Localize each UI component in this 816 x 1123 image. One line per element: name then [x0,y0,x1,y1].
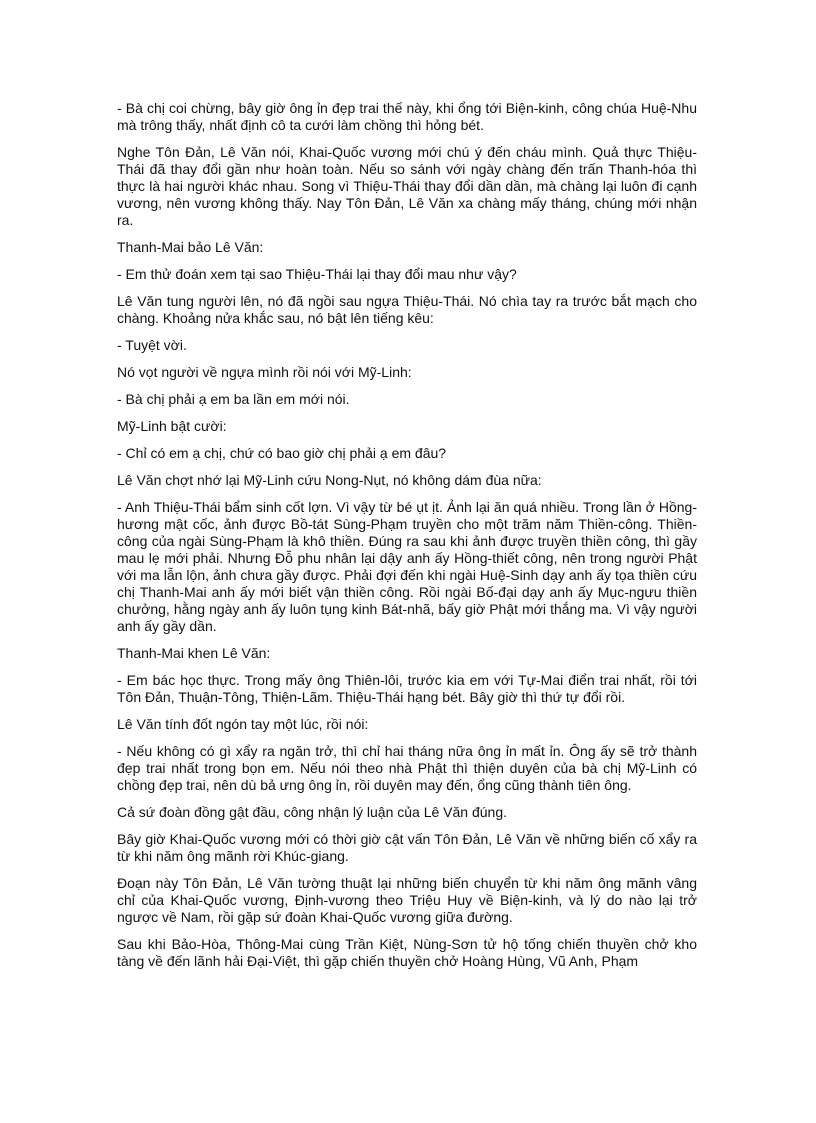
paragraph: - Em thử đoán xem tại sao Thiệu-Thái lại thay đổi mau như vậy? [117,266,517,282]
document-page [117,100,697,980]
paragraph: Thanh-Mai khen Lê Văn: [117,645,271,661]
paragraph: Cả sứ đoàn đồng gật đầu, công nhận lý luận của Lê Văn đúng. [117,804,508,820]
paragraph: Bây giờ Khai-Quốc vương mới có thời giờ cật vấn Tôn Đản, Lê Văn về những biến cố xẩy ra từ khi năm ông mãnh rời Khúc-giang. [117,831,697,864]
paragraph: Mỹ-Linh bật cười: [117,418,227,434]
paragraph: Sau khi Bảo-Hòa, Thông-Mai cùng Trần Kiệt, Nùng-Sơn tử hộ tống chiến thuyền chở kho tàng về đến lãnh hải Đại-Việt, thì gặp chiến thuyền chở Hoàng Hùng, Vũ Anh, Phạm [117,936,697,969]
paragraph: - Nếu không có gì xẩy ra ngăn trở, thì chỉ hai tháng nữa ông ỉn mất ỉn. Ông ấy sẽ trở thành đẹp trai nhất trong bọn em. Nếu nói theo nhà Phật thì thiện duyên của bà chị Mỹ-Linh có chồng đẹp trai, nên dù bả ưng ông ỉn, rồi duyên may đến, ổng cũng thành tiên ông. [117,743,697,793]
paragraph: - Em bác học thực. Trong mấy ông Thiên-lôi, trước kia em với Tự-Mai điển trai nhất, rồi tới Tôn Đản, Thuận-Tông, Thiện-Lãm. Thiệu-Thái hạng bét. Bây giờ thì thứ tự đổi rồi. [117,672,697,705]
paragraph: Lê Văn chợt nhớ lại Mỹ-Linh cứu Nong-Nụt, nó không dám đùa nữa: [117,472,542,488]
paragraph: - Bà chị coi chừng, bây giờ ông ỉn đẹp trai thế này, khi ổng tới Biện-kinh, công chúa Huệ-Nhu mà trông thấy, nhất định cô ta cưới làm chồng thì hỏng bét. [117,100,697,133]
paragraph: - Chỉ có em ạ chị, chứ có bao giờ chị phải ạ em đâu? [117,445,447,461]
paragraph: Đoạn này Tôn Đản, Lê Văn tường thuật lại những biến chuyển từ khi năm ông mãnh vâng chỉ của Khai-Quốc vương, Định-vương theo Triệu Huy về Biện-kinh, và lý do nào lại trở ngược về Nam, rồi gặp sứ đoàn Khai-Quốc vương giữa đường. [117,875,697,925]
paragraph: - Anh Thiệu-Thái bẩm sinh cốt lợn. Vì vậy từ bé ụt ịt. Ảnh lại ăn quá nhiều. Trong lần ở Hồng-hương mật cốc, ảnh được Bồ-tát Sùng-Phạm truyền cho một trăm năm Thiền-công. Thiền-công của ngài Sùng-Phạm là khô thiền. Đúng ra sau khi ảnh được truyền thiền công, thì gầy mau lẹ mới phải. Nhưng Đỗ phu nhân lại dậy anh ấy Hồng-thiết công, nên trong người Phật với ma lẫn lộn, ảnh chưa gầy được. Phải đợi đến khi ngài Huệ-Sinh dạy anh ấy tọa thiền cứu chị Thanh-Mai anh ấy mới biết vận thiền công. Rồi ngài Bố-đại dạy anh ấy Mục-ngưu thiền chưởng, hằng ngày anh ấy luôn tụng kinh Bát-nhã, bấy giờ Phật mới thắng ma. Vì vậy người anh ấy gầy dần. [117,499,697,634]
paragraph: Nghe Tôn Đản, Lê Văn nói, Khai-Quốc vương mới chú ý đến cháu mình. Quả thực Thiệu-Thái đã thay đổi gần như hoàn toàn. Nếu so sánh với ngày chàng đến trấn Thanh-hóa thì thực là hai người khác nhau. Song vì Thiệu-Thái thay đổi dần dần, mà chàng lại luôn đi cạnh vương, nên vương không thấy. Nay Tôn Đản, Lê Văn xa chàng mấy tháng, chúng mới nhận ra. [117,144,697,228]
paragraph: Lê Văn tung người lên, nó đã ngồi sau ngựa Thiệu-Thái. Nó chìa tay ra trước bắt mạch cho chàng. Khoảng nửa khắc sau, nó bật lên tiếng kêu: [117,293,697,326]
paragraph: Lê Văn tính đốt ngón tay một lúc, rồi nói: [117,716,369,732]
paragraph: Thanh-Mai bảo Lê Văn: [117,239,264,255]
paragraph: - Bà chị phải ạ em ba lần em mới nói. [117,391,350,407]
paragraph: Nó vọt người về ngựa mình rồi nói với Mỹ-Linh: [117,364,412,380]
paragraph: - Tuyệt vời. [117,337,187,353]
